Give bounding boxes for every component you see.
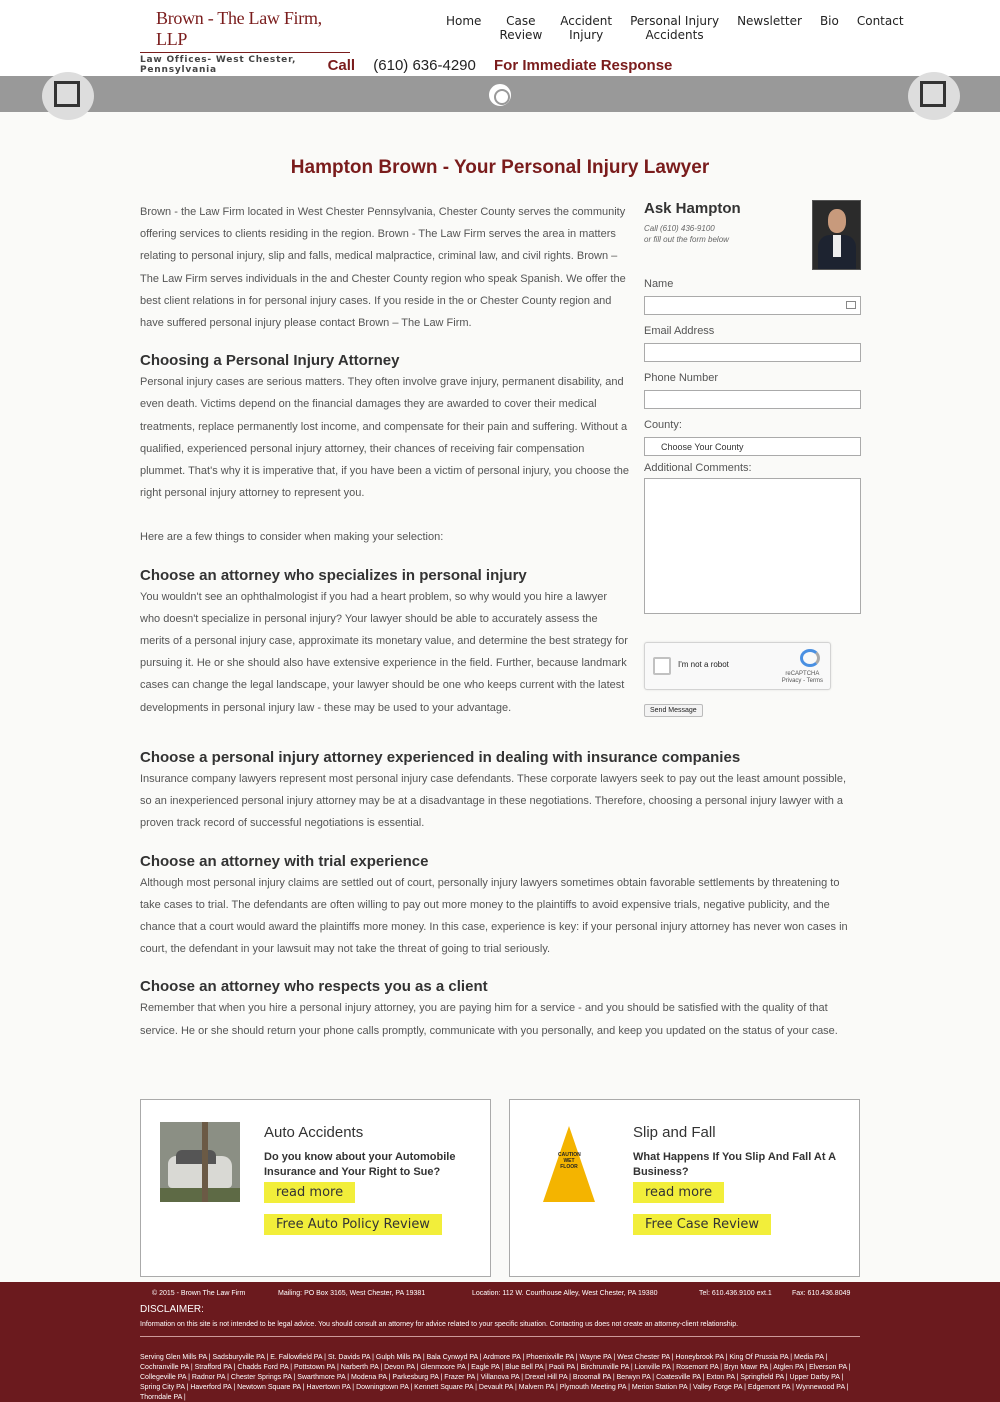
footer-copyright: © 2015 - Brown The Law Firm [152, 1290, 246, 1297]
nav-personal-injury-accidents[interactable]: Personal Injury Accidents [630, 14, 720, 42]
county-label: County: [644, 419, 682, 431]
nav-home[interactable]: Home [446, 14, 482, 28]
name-field[interactable] [644, 296, 861, 315]
card-title: Slip and Fall [633, 1124, 716, 1141]
car-image-windshield [176, 1150, 216, 1164]
consider-text: Here are a few things to consider when making your selection: [140, 531, 444, 544]
square-icon [920, 81, 946, 107]
comments-field[interactable] [644, 478, 861, 614]
photo-shirt [833, 235, 841, 257]
recaptcha-label: I'm not a robot [678, 660, 729, 669]
card-question: Do you know about your Automobile Insurance and Your Right to Sue? [264, 1151, 456, 1178]
email-label: Email Address [644, 325, 715, 337]
site-footer [0, 1282, 1000, 1402]
section-heading: Choose an attorney who respects you as a client [140, 978, 488, 996]
photo-face [828, 209, 846, 233]
email-field[interactable] [644, 343, 861, 362]
nav-accident-injury[interactable]: Accident Injury [560, 14, 613, 42]
phone-field[interactable] [644, 390, 861, 409]
section-heading: Choose an attorney who specializes in personal injury [140, 566, 527, 584]
free-case-review-button[interactable]: Free Case Review [633, 1214, 771, 1235]
call-word: Call [327, 57, 356, 74]
section-heading: Choose a personal injury attorney experienced in dealing with insurance companies [140, 749, 741, 766]
footer-mailing: Mailing: PO Box 3165, West Chester, PA 19381 [278, 1290, 426, 1297]
wet-floor-sign-label: CAUTION WET FLOOR [558, 1152, 581, 1170]
send-message-button[interactable]: Send Message [644, 704, 703, 717]
main-content [140, 201, 630, 719]
footer-location: Location: 112 W. Courthouse Alley, West Chester, PA 19380 [472, 1290, 658, 1297]
footer-fax: Fax: 610.436.8049 [792, 1290, 851, 1297]
car-crash-image [160, 1122, 240, 1202]
footer-divider [140, 1336, 860, 1337]
comments-label: Additional Comments: [644, 462, 752, 474]
section-text: Personal injury cases are serious matters. They often involve grave injury, permanent disability, and even death. Victims depend on the financial damages they are awarded to cover their medical treatments, replace permanently lost income, and compensate for their pain and suffering. Without a qualified, experienced personal injury attorney, their chances of receiving fair compensation plummet. That's why it is imperative that, if you have been a victim of personal injury, you choose the right personal injury attorney to represent you. [140, 376, 629, 500]
contact-form [644, 200, 861, 717]
section-text: Insurance company lawyers represent most personal injury case defendants. These corporate lawyers seek to pay out the least amount possible, so an inexperienced personal injury attorney may be at a disadvantage in these negotiations. Therefore, choosing a personal injury lawyer with a proven track record of successful negotiations is essential. [140, 773, 847, 830]
logo-subtitle: Law Offices- West Chester, Pennsylvania [140, 55, 297, 75]
section-text: You wouldn't see an ophthalmologist if you had a heart problem, so why would you hire a lawyer who doesn't specialize in personal injury? Your lawyer should be able to accurately assess the merits of a personal injury case, approximate its monetary value, and determine the best strategy for pursuing it. He or she should also have extensive experience in the field. Further, because landmark cases can change the legal landscape, your lawyer should be one who keeps current with the latest developments in personal injury law - these may be used to your advantage. [140, 590, 628, 714]
name-label: Name [644, 278, 674, 290]
read-more-button[interactable]: read more [633, 1182, 724, 1203]
spacer [140, 504, 630, 526]
attorney-photo [812, 200, 861, 270]
logo-title: Brown - The Law Firm, LLP [156, 8, 322, 49]
form-subtitle: Call (610) 436-9100 or fill out the form below [644, 224, 729, 244]
county-select[interactable]: Choose Your County [644, 437, 861, 456]
slider-bar [0, 76, 1000, 112]
service-areas: Serving Glen Mills PA | Sadsburyville PA | E. Fallowfield PA | St. Davids PA | Gulph Mills PA | Bala Cynwyd PA | Ardmore PA | Phoenixville PA | Wayne PA | West Chester PA | Honeybrook PA | King Of Prussia PA | Media PA | Cochranville PA | Strafford PA | Chadds Ford PA | Pottstown PA | Narberth PA | Devon PA | Glenmoore PA | Eagle PA | Blue Bell PA | Paoli PA | Birchrunville PA | Lionville PA | Rosemont PA | Bryn Mawr PA | Atglen PA | Elverson PA | Collegeville PA | Radnor PA | Chester Springs PA | Swarthmore PA | Modena PA | Parkesburg PA | Frazer PA | Villanova PA | Drexel Hill PA | Broomall PA | Berwyn PA | Coatesville PA | Exton PA | Springfield PA | Upper Darby PA | Spring City PA | Haverford PA | Newtown Square PA | Havertown PA | Downingtown PA | Kennett Square PA | Devault PA | Malvern PA | Plymouth Meeting PA | Merion Station PA | Valley Forge PA | Edgemont PA | Wynnewood PA | Thorndale PA | [140, 1354, 851, 1401]
site-header [0, 0, 1000, 76]
disclaimer-text: Information on this site is not intended to be legal advice. You should consult an attorney for advice related to your specific situation. Contacting us does not create an attorney-client relationship. [140, 1321, 739, 1328]
card-title: Auto Accidents [264, 1124, 364, 1141]
section-text: Although most personal injury claims are settled out of court, personally injury lawyers sometimes obtain favorable settlements by threatening to take cases to trial. The defendants are often willing to pay out more money to the plaintiffs to avoid expensive trials, negative publicity, and the chance that a court would award the plaintiffs more money. In this case, experience is key: if your personal injury attorney has never won cases in court, the defendant in your lawsuit may not take the threat of going to trial seriously. [140, 876, 848, 956]
slip-and-fall-card [509, 1099, 860, 1277]
square-icon [54, 81, 80, 107]
nav-newsletter[interactable]: Newsletter [737, 14, 802, 28]
wet-floor-sign-image [529, 1122, 609, 1202]
main-content-full [140, 749, 860, 1042]
recaptcha-brand: reCAPTCHA Privacy - Terms [781, 671, 823, 684]
footer-tel[interactable]: Tel: 610.436.9100 ext.1 [699, 1290, 772, 1297]
nav-case-review[interactable]: Case Review [499, 14, 543, 42]
slider-next-button[interactable] [908, 72, 960, 120]
section-heading: Choosing a Personal Injury Attorney [140, 352, 400, 370]
phone-label: Phone Number [644, 372, 718, 384]
card-question: What Happens If You Slip And Fall At A Business? [633, 1151, 836, 1178]
nav-contact[interactable]: Contact [856, 14, 904, 28]
free-auto-policy-review-button[interactable]: Free Auto Policy Review [264, 1214, 442, 1235]
auto-accidents-card [140, 1099, 491, 1277]
nav-bio[interactable]: Bio [819, 14, 839, 28]
slider-prev-button[interactable] [42, 72, 94, 120]
disclaimer-title: DISCLAIMER: [140, 1304, 204, 1315]
call-phone[interactable]: (610) 636-4290 [373, 57, 476, 74]
main-nav [446, 14, 922, 42]
section-text: Remember that when you hire a personal injury attorney, you are paying him for a service - and you should be satisfied with the quality of that service. He or she should return your phone calls promptly, communicate with you personally, and keep you updated on the status of your case. [140, 1002, 838, 1037]
page-title: Hampton Brown - Your Personal Injury Lawyer [290, 157, 710, 178]
read-more-button[interactable]: read more [264, 1182, 355, 1203]
form-title: Ask Hampton [644, 200, 741, 217]
intro-text: Brown - the Law Firm located in West Chester Pennsylvania, Chester County serves the community offering services to clients residing in the region. Brown - The Law Firm serves the area in matters relating to personal injury, slip and falls, medical malpractice, criminal law, and civil rights. Brown – The Law Firm serves individuals in the and Chester County region who speak Spanish. We offer the best client relations in for personal injury cases. If you reside in the or Chester County region and have suffered personal injury please contact Brown – The Law Firm. [140, 206, 626, 330]
section-heading: Choose an attorney with trial experience [140, 852, 429, 870]
recaptcha-checkbox[interactable] [653, 657, 671, 675]
car-image-pole [202, 1122, 208, 1202]
slider-center-icon[interactable] [489, 84, 511, 106]
call-bar [0, 57, 1000, 74]
recaptcha-widget [644, 642, 831, 690]
call-response: For Immediate Response [494, 57, 673, 74]
car-image-grass [160, 1188, 240, 1202]
recaptcha-icon [800, 649, 820, 667]
contact-card-icon [846, 301, 856, 309]
logo-rule [140, 52, 350, 53]
